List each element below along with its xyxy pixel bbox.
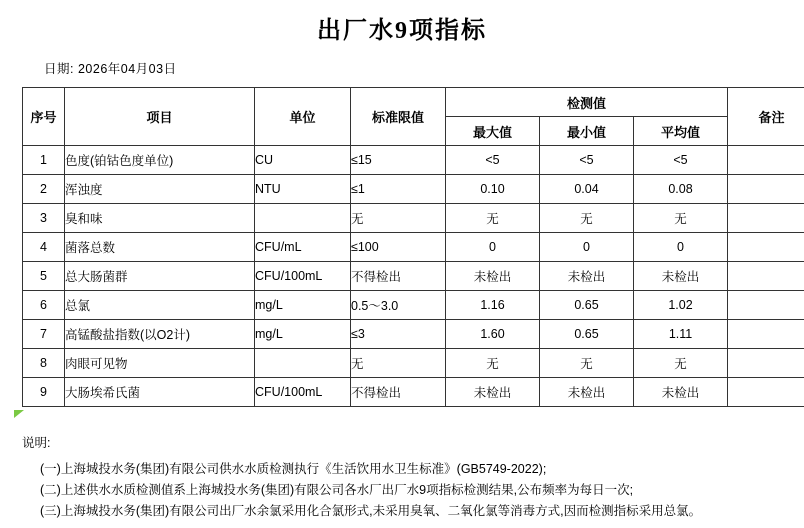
cell-item: 大肠埃希氏菌 [65,378,255,407]
cell-note [728,233,804,262]
cell-min: 0.65 [540,291,634,320]
cell-standard: ≤1 [351,175,446,204]
note-line: (二)上述供水水质检测值系上海城投水务(集团)有限公司各水厂出厂水9项指标检测结果,公布频率为每日一次; [22,480,804,501]
cell-max: 未检出 [446,262,540,291]
note-line: (三)上海城投水务(集团)有限公司出厂水余氯采用化合氯形式,未采用臭氧、二氧化氯等消毒方式,因而检测指标采用总氯。 [22,501,804,522]
cell-note [728,262,804,291]
cell-standard: 无 [351,204,446,233]
cell-standard: 无 [351,349,446,378]
cell-avg: 无 [634,349,728,378]
table-row [23,175,804,204]
cell-avg: 0.08 [634,175,728,204]
cell-item: 菌落总数 [65,233,255,262]
table-row [23,291,804,320]
cell-avg: 1.11 [634,320,728,349]
header-min: 最小值 [540,117,634,146]
cell-note [728,378,804,407]
cell-min: 无 [540,204,634,233]
table-row [23,262,804,291]
cell-avg: 未检出 [634,378,728,407]
note-line: (一)上海城投水务(集团)有限公司供水水质检测执行《生活饮用水卫生标准》(GB5749-2022); [22,459,804,480]
cell-no: 7 [23,320,65,349]
cell-unit: mg/L [255,320,351,349]
cell-max: 未检出 [446,378,540,407]
cell-unit: CFU/mL [255,233,351,262]
cell-max: 无 [446,204,540,233]
header-item: 项目 [65,88,255,146]
cell-standard: ≤3 [351,320,446,349]
cell-standard: ≤100 [351,233,446,262]
header-standard: 标准限值 [351,88,446,146]
cell-max: 1.16 [446,291,540,320]
cell-standard: 不得检出 [351,262,446,291]
notes-heading: 说明: [22,433,804,454]
cell-unit: CU [255,146,351,175]
cell-avg: 0 [634,233,728,262]
cell-min: 未检出 [540,262,634,291]
cell-min: 未检出 [540,378,634,407]
cell-max: 0.10 [446,175,540,204]
cell-note [728,291,804,320]
header-no: 序号 [23,88,65,146]
cell-note [728,320,804,349]
cell-no: 5 [23,262,65,291]
green-triangle-marker [14,410,24,418]
cell-note [728,204,804,233]
cell-no: 6 [23,291,65,320]
cell-no: 2 [23,175,65,204]
cell-item: 高锰酸盐指数(以O2计) [65,320,255,349]
page-title: 出厂水9项指标 [0,10,804,45]
table-header-row-1 [23,88,804,117]
cell-item: 色度(铂钴色度单位) [65,146,255,175]
cell-standard: ≤15 [351,146,446,175]
cell-min: 0.65 [540,320,634,349]
cell-item: 总大肠菌群 [65,262,255,291]
cell-unit [255,204,351,233]
table-body [23,146,804,407]
header-unit: 单位 [255,88,351,146]
cell-avg: 未检出 [634,262,728,291]
date-value: 2026年04月03日 [78,62,177,76]
table-header [23,88,804,146]
cell-min: 无 [540,349,634,378]
cell-no: 8 [23,349,65,378]
cell-max: <5 [446,146,540,175]
header-measured: 检测值 [446,88,728,117]
cell-item: 总氯 [65,291,255,320]
report-date [44,59,804,77]
cell-no: 3 [23,204,65,233]
cell-min: 0.04 [540,175,634,204]
table-row [23,146,804,175]
cell-item: 肉眼可见物 [65,349,255,378]
cell-note [728,349,804,378]
cell-max: 无 [446,349,540,378]
cell-standard: 不得检出 [351,378,446,407]
cell-avg: 无 [634,204,728,233]
header-avg: 平均值 [634,117,728,146]
table-row [23,378,804,407]
cell-note [728,175,804,204]
table-row [23,320,804,349]
header-note: 备注 [728,88,804,146]
date-label: 日期: [44,62,74,76]
cell-standard: 0.5～3.0 [351,291,446,320]
cell-avg: <5 [634,146,728,175]
cell-unit [255,349,351,378]
cell-no: 1 [23,146,65,175]
cell-note [728,146,804,175]
cell-min: <5 [540,146,634,175]
table-row [23,233,804,262]
cell-no: 9 [23,378,65,407]
cell-unit: NTU [255,175,351,204]
cell-unit: CFU/100mL [255,378,351,407]
cell-max: 0 [446,233,540,262]
water-quality-table [22,87,804,407]
cell-max: 1.60 [446,320,540,349]
cell-item: 浑浊度 [65,175,255,204]
notes-section [22,433,804,522]
cell-unit: CFU/100mL [255,262,351,291]
cell-no: 4 [23,233,65,262]
cell-item: 臭和味 [65,204,255,233]
header-max: 最大值 [446,117,540,146]
cell-avg: 1.02 [634,291,728,320]
cell-min: 0 [540,233,634,262]
table-row [23,349,804,378]
cell-unit: mg/L [255,291,351,320]
table-row [23,204,804,233]
